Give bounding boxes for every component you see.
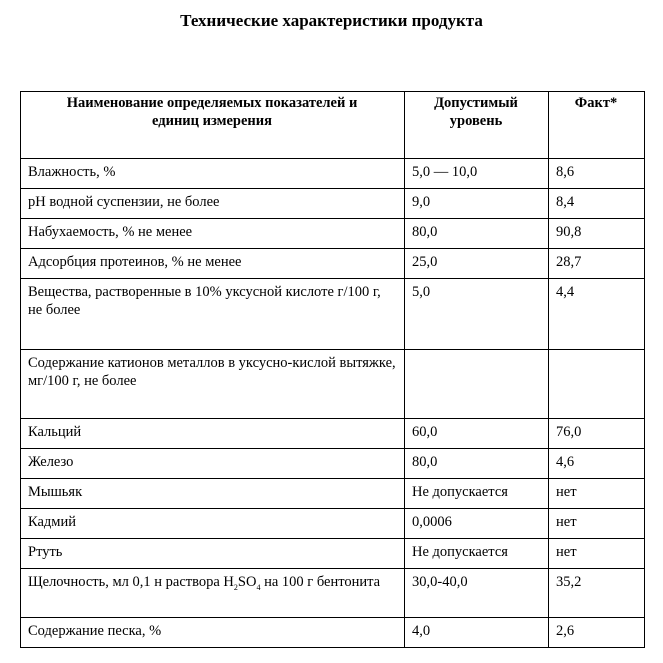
header-name-line2: единиц измерения xyxy=(152,113,272,129)
cell-fact: 8,6 xyxy=(549,159,645,189)
cell-fact: нет xyxy=(549,479,645,509)
subscript: 2 xyxy=(233,582,238,592)
cell-fact: 28,7 xyxy=(549,249,645,279)
cell-name: Мышьяк xyxy=(21,479,405,509)
cell-name: Содержание песка, % xyxy=(21,618,405,648)
specifications-table xyxy=(20,91,645,648)
table-row-section xyxy=(21,350,645,419)
cell-name xyxy=(21,569,405,618)
header-indicator-name xyxy=(21,92,405,159)
cell-name: pH водной суспензии, не более xyxy=(21,189,405,219)
cell-allowed: 80,0 xyxy=(405,219,549,249)
cell-allowed: Не допускается xyxy=(405,479,549,509)
name-text: на 100 г бентонита xyxy=(260,574,381,590)
cell-fact xyxy=(549,350,645,419)
name-text: SO xyxy=(237,574,257,590)
cell-allowed: 4,0 xyxy=(405,618,549,648)
table-row xyxy=(21,509,645,539)
cell-fact: нет xyxy=(549,539,645,569)
cell-allowed: 9,0 xyxy=(405,189,549,219)
table-row xyxy=(21,279,645,350)
cell-name: Содержание катионов металлов в уксусно-кислой вытяжке, мг/100 г, не более xyxy=(21,350,405,419)
cell-allowed: 25,0 xyxy=(405,249,549,279)
table-row xyxy=(21,219,645,249)
cell-fact: 2,6 xyxy=(549,618,645,648)
table-row xyxy=(21,419,645,449)
cell-fact: 4,4 xyxy=(549,279,645,350)
cell-allowed: 60,0 xyxy=(405,419,549,449)
header-fact: Факт* xyxy=(549,92,645,159)
table-header-row xyxy=(21,92,645,159)
cell-allowed: 5,0 — 10,0 xyxy=(405,159,549,189)
cell-fact: 8,4 xyxy=(549,189,645,219)
table-row xyxy=(21,249,645,279)
header-name-line1: Наименование определяемых показателей и xyxy=(66,95,358,111)
table-row xyxy=(21,449,645,479)
cell-fact: 76,0 xyxy=(549,419,645,449)
cell-fact: 4,6 xyxy=(549,449,645,479)
table-row xyxy=(21,618,645,648)
cell-name: Влажность, % xyxy=(21,159,405,189)
cell-allowed: 5,0 xyxy=(405,279,549,350)
table-row xyxy=(21,569,645,618)
table-row xyxy=(21,189,645,219)
cell-name: Кадмий xyxy=(21,509,405,539)
name-text: Щелочность, мл 0,1 н раствора H xyxy=(28,574,234,590)
cell-fact: 35,2 xyxy=(549,569,645,618)
cell-fact: нет xyxy=(549,509,645,539)
cell-name: Адсорбция протеинов, % не менее xyxy=(21,249,405,279)
table-row xyxy=(21,479,645,509)
cell-allowed: 0,0006 xyxy=(405,509,549,539)
cell-allowed xyxy=(405,350,549,419)
header-allowed-level: Допустимый уровень xyxy=(405,92,549,159)
document-title: Технические характеристики продукта xyxy=(180,11,483,30)
cell-name: Ртуть xyxy=(21,539,405,569)
cell-allowed: 80,0 xyxy=(405,449,549,479)
cell-name: Набухаемость, % не менее xyxy=(21,219,405,249)
cell-fact: 90,8 xyxy=(549,219,645,249)
cell-name: Железо xyxy=(21,449,405,479)
cell-allowed: Не допускается xyxy=(405,539,549,569)
cell-name: Вещества, растворенные в 10% уксусной кислоте г/100 г, не более xyxy=(21,279,405,350)
subscript: 4 xyxy=(256,582,261,592)
cell-name: Кальций xyxy=(21,419,405,449)
table-row xyxy=(21,539,645,569)
table-row xyxy=(21,159,645,189)
cell-allowed: 30,0-40,0 xyxy=(405,569,549,618)
